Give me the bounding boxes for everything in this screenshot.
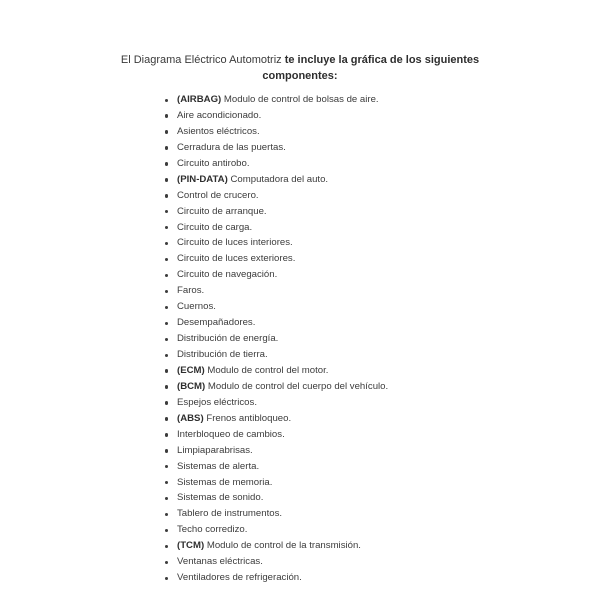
- list-item-text: Ventanas eléctricas.: [177, 556, 263, 568]
- bullet-icon: [165, 99, 168, 102]
- intro-normal-text: El Diagrama Eléctrico Automotriz: [120, 54, 285, 66]
- list-item: [163, 475, 388, 491]
- bullet-icon: [165, 210, 168, 213]
- list-item: [163, 204, 388, 220]
- list-item-code: (ABS): [177, 412, 204, 424]
- bullet-icon: [165, 385, 168, 388]
- list-item-text: Distribución de energía.: [177, 333, 279, 345]
- list-item: [163, 172, 388, 188]
- list-item-code: (TCM): [177, 540, 205, 552]
- list-item-text: Interbloqueo de cambios.: [177, 428, 285, 440]
- list-item-text: Circuito de luces interiores.: [177, 237, 293, 249]
- bullet-icon: [165, 178, 168, 181]
- list-item-text: Frenos antibloqueo.: [206, 412, 292, 424]
- list-item: [163, 220, 388, 236]
- bullet-icon: [165, 529, 168, 532]
- bullet-icon: [165, 417, 168, 420]
- list-item-text: Computadora del auto.: [230, 173, 329, 185]
- list-item-text: Espejos eléctricos.: [177, 396, 257, 408]
- list-item-text: Desempañadores.: [177, 317, 256, 329]
- list-item-text: Asientos eléctricos.: [177, 125, 260, 137]
- list-item-code: (AIRBAG): [177, 94, 222, 105]
- list-item: [163, 538, 388, 554]
- list-item: [163, 267, 388, 283]
- bullet-icon: [165, 146, 168, 149]
- list-item-text: Distribución de tierra.: [177, 349, 268, 360]
- intro-paragraph: [100, 52, 500, 84]
- bullet-icon: [165, 481, 168, 484]
- list-item: [163, 379, 388, 395]
- bullet-icon: [165, 162, 168, 165]
- bullet-icon: [165, 242, 168, 245]
- bullet-icon: [165, 497, 168, 500]
- list-item: [163, 427, 388, 443]
- list-item: [163, 331, 388, 347]
- bullet-icon: [165, 449, 168, 452]
- list-item-text: Modulo de control de bolsas de aire.: [223, 94, 379, 105]
- list-item-code: (BCM): [177, 380, 206, 392]
- list-item: [163, 140, 388, 156]
- list-item: [163, 570, 388, 586]
- bullet-icon: [165, 433, 168, 436]
- list-item: [163, 506, 388, 522]
- list-item: [163, 554, 388, 570]
- list-item-text: Tablero de instrumentos.: [177, 508, 283, 520]
- bullet-icon: [165, 369, 168, 372]
- list-item-text: Circuito de luces exteriores.: [177, 253, 296, 265]
- list-item: [163, 490, 388, 506]
- bullet-icon: [165, 114, 168, 117]
- list-item: [163, 156, 388, 172]
- list-item-code: (PIN-DATA): [177, 173, 228, 185]
- list-item-text: Circuito de carga.: [177, 221, 253, 233]
- bullet-icon: [165, 545, 168, 548]
- list-item-text: Cerradura de las puertas.: [177, 141, 286, 153]
- list-item: [163, 363, 388, 379]
- list-item: [163, 251, 388, 267]
- list-item-text: Aire acondicionado.: [177, 109, 262, 121]
- list-item: [163, 411, 388, 427]
- bullet-icon: [165, 577, 168, 580]
- list-item-text: Techo corredizo.: [177, 524, 248, 536]
- list-item-text: Modulo de control del cuerpo del vehículo.: [207, 380, 389, 392]
- list-item-text: Modulo de control de la transmisión.: [206, 540, 361, 552]
- list-item: [163, 124, 388, 140]
- list-item: [163, 92, 388, 108]
- list-item-text: Circuito de arranque.: [177, 205, 267, 217]
- list-item: [163, 188, 388, 204]
- list-item: [163, 459, 388, 475]
- list-item-text: Faros.: [177, 285, 205, 297]
- list-item: [163, 299, 388, 315]
- bullet-icon: [165, 130, 168, 133]
- bullet-icon: [165, 274, 168, 277]
- list-item-text: Sistemas de sonido.: [177, 492, 264, 504]
- list-item: [163, 315, 388, 331]
- list-item-text: Sistemas de alerta.: [177, 460, 260, 472]
- list-item-text: Sistemas de memoria.: [177, 476, 273, 488]
- list-item: [163, 522, 388, 538]
- bullet-icon: [165, 561, 168, 564]
- bullet-icon: [165, 226, 168, 229]
- bullet-icon: [165, 290, 168, 293]
- bullet-icon: [165, 465, 168, 468]
- list-item: [163, 347, 388, 363]
- list-item-text: Cuernos.: [177, 301, 216, 313]
- bullet-icon: [165, 306, 168, 309]
- list-item-text: Limpiaparabrisas.: [177, 444, 253, 456]
- bullet-icon: [165, 194, 168, 197]
- bullet-icon: [165, 322, 168, 325]
- list-item-text: Circuito de navegación.: [177, 269, 278, 281]
- list-item-code: (ECM): [177, 364, 205, 376]
- bullet-icon: [165, 401, 168, 404]
- list-item-text: Circuito antirobo.: [177, 157, 250, 169]
- list-item-text: Modulo de control del motor.: [207, 364, 329, 376]
- list-item-text: Control de crucero.: [177, 189, 259, 201]
- list-item: [163, 235, 388, 251]
- list-item: [163, 443, 388, 459]
- bullet-icon: [165, 258, 168, 261]
- bullet-icon: [165, 513, 168, 516]
- intro-bold-text: te incluye la gráfica de los siguientes componentes:: [262, 54, 480, 82]
- bullet-icon: [165, 354, 168, 357]
- bullet-icon: [165, 338, 168, 341]
- list-item: [163, 395, 388, 411]
- components-list: [163, 92, 388, 586]
- list-item: [163, 108, 388, 124]
- list-item-text: Ventiladores de refrigeración.: [177, 572, 302, 584]
- list-item: [163, 283, 388, 299]
